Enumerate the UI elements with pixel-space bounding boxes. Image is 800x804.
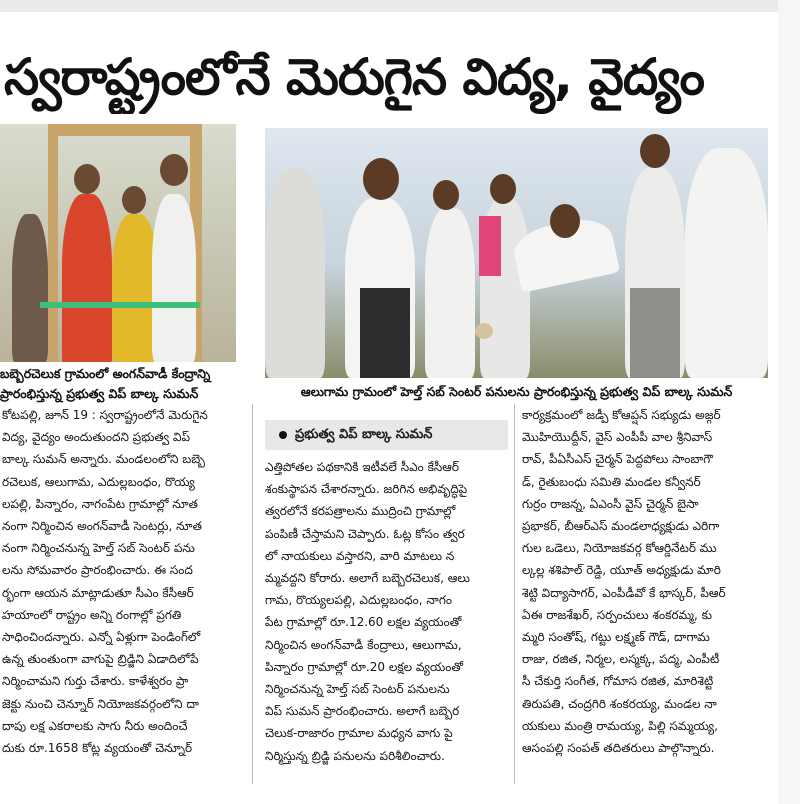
- person-head: [550, 204, 580, 238]
- article-line: కార్యక్రమంలో జడ్పీ కోఆప్షన్ సభ్యుడు అజ్గర్: [522, 408, 721, 422]
- article-column-3: [522, 404, 772, 784]
- person-figure: [265, 168, 325, 378]
- article-line: రావ్, పీఏసీఎస్ చైర్మన్ పెద్దపోలు సాంబాగౌ: [522, 452, 713, 467]
- person-head: [160, 154, 188, 186]
- person-figure: [685, 148, 768, 378]
- article-line: పంపిణీ చేస్తామని చెప్పారు. ఓట్ల కోసం త్వర: [265, 526, 465, 541]
- headline: స్వరాష్ట్రంలోనే మెరుగైన విద్య, వైద్యం: [4, 48, 704, 106]
- photo-health-subcenter-groundbreaking: [265, 128, 768, 378]
- article-line: చెలుక-రాజారం గ్రామాల మధ్యన వాగు పై: [265, 726, 453, 741]
- caption-line: ప్రారంభిస్తున్న ప్రభుత్వ విప్ బాల్క సుమన్: [0, 386, 199, 401]
- article-line: నిర్మించనున్న హెల్త్ సబ్ సెంటర్ పనులను: [265, 682, 450, 697]
- article-line: లో నాయకులు వస్తారని, వారి మాటలు న: [265, 548, 455, 563]
- article-line: నిర్మించామని గుర్తు చేశారు. కాళేశ్వరం ప్రా: [2, 674, 189, 689]
- article-line: త్వరలోనే కరపత్రాలను ముద్రించి గ్రామాల్లో: [265, 504, 456, 519]
- article-column-1: [2, 404, 246, 784]
- article-line: డ్, రైతుబంధు సమితి మండల కన్వీనర్: [522, 474, 701, 489]
- person-head: [363, 158, 399, 200]
- article-line: పిన్నారం గ్రామాల్లో రూ.20 లక్షల వ్యయంతో: [265, 659, 464, 674]
- article-line: ఆసంపల్లి సంపత్ తదితరులు పాల్గొన్నారు.: [522, 741, 715, 756]
- article-line: మ్మరి సంతోష్, గట్టు లక్ష్మణ్ గౌడ్, దాగామ: [522, 630, 710, 645]
- article-line: ప్రభాకర్, బీఆర్‌ఎస్ మండలాధ్యక్షుడు ఎరిగా: [522, 519, 720, 534]
- door-frame-top: [48, 124, 202, 136]
- article-line: శెట్టి విద్యాసాగర్, ఎంపీడీవో కే భాస్కర్, పీఆర్: [522, 585, 726, 600]
- person-head: [74, 164, 100, 194]
- article-line: విద్య, వైద్యం అందుతుందని ప్రభుత్వ విప్: [2, 430, 191, 445]
- person-head: [640, 134, 670, 168]
- article-line: దుకు రూ.1658 కోట్ల వ్యయంతో చెన్నూర్: [2, 741, 193, 756]
- article-line: ఎత్తిపోతల పథకానికి ఇటీవలే సీఎం కేసీఆర్: [265, 460, 459, 474]
- bullet-icon: [279, 431, 287, 439]
- article-line: ర్భంగా ఆయన మాట్లాడుతూ సీఎం కేసీఆర్: [2, 585, 194, 600]
- article-line: నిర్మించిన అంగన్‌వాడీ కేంద్రాలు, ఆలుగామ,: [265, 637, 462, 652]
- trousers: [360, 288, 410, 378]
- person-figure: [12, 214, 48, 362]
- article-line: లపల్లి, పిన్నారం, నాగంపేట గ్రామాల్లో నూత: [2, 496, 199, 511]
- article-line: యకులు మంత్రి రామయ్య, పిల్లి సమ్మయ్య,: [522, 718, 718, 733]
- article-line: రాజు, రజిత, నిర్మల, లస్మక్క, పద్మ, ఎంపీటీ: [522, 652, 720, 667]
- article-line: హయాంలో రాష్ట్రం అన్ని రంగాల్లో ప్రగతి: [2, 607, 182, 622]
- article-line: లను సోమవారం ప్రారంభించారు. ఈ సంద: [2, 563, 193, 578]
- person-figure: [62, 194, 112, 362]
- article-line: దాపు లక్ష ఎకరాలకు సాగు నీరు అందించే: [2, 718, 188, 733]
- top-strip: [0, 0, 800, 12]
- article-line: నంగా నిర్మించిన అంగన్‌వాడీ సెంటర్లు, నూత: [2, 519, 202, 534]
- article-line: ల్కల్ల శశిపాల్ రెడ్డి, యూత్ అధ్యక్షుడు మారి: [522, 563, 721, 578]
- article-line: నంగా నిర్మించనున్న హెల్త్ సబ్ సెంటర్ పను: [2, 541, 195, 556]
- page-edge: [778, 0, 800, 804]
- trousers: [630, 288, 680, 378]
- article-line: మ్మవద్దని కోరారు. అలాగే బబ్బెరచెలుక, ఆలు: [265, 571, 470, 586]
- article-line: సీ చేకుర్తి సంగీత, గోమాస రజిత, మారిశెట్టి: [522, 674, 714, 689]
- article-line: పేట గ్రామాల్లో రూ.12.60 లక్షల వ్యయంతో: [265, 615, 462, 630]
- caption-line: బబ్బెరచెలుక గ్రామంలో అంగన్‌వాడీ కేంద్రాన్ని: [0, 366, 211, 381]
- photo-caption-left: [0, 364, 240, 404]
- article-column-2: [265, 456, 508, 786]
- article-line: గుల ఒడెలు, నియోజకవర్గ కోఆర్డినేటర్ ము: [522, 541, 717, 556]
- photo-caption-right: ఆలుగామ గ్రామంలో హెల్త్ సబ్ సెంటర్ పనులను ప్రారంభిస్తున్న ప్రభుత్వ విప్ బాల్క సుమన్: [300, 384, 733, 399]
- article-line: కోటపల్లి, జూన్ 19 : స్వరాష్ట్రంలోనే మెరుగైన: [2, 408, 208, 422]
- article-line: గుర్రం రాజన్న, ఏఎంసీ వైస్ చైర్మన్ బైసా: [522, 496, 699, 511]
- article-line: గామ, రొయ్యలపల్లి, ఎదుల్లబంధం, నాగం: [265, 593, 452, 608]
- article-line: తిరుపతి, చంద్రగిరి శంకరయ్య, మండల నా: [522, 696, 717, 711]
- person-head: [433, 180, 459, 210]
- pink-scarf: [479, 216, 501, 276]
- article-line: విప్ సుమన్ ప్రారంభించారు. అలాగే బబ్బెర: [265, 704, 460, 719]
- person-figure: [152, 194, 196, 362]
- article-line: ఏఈ రాజశేఖర్, సర్పంచులు శంకరమ్మ, కు: [522, 607, 713, 622]
- photo-anganwadi-inauguration: [0, 124, 236, 362]
- person-figure: [425, 208, 475, 378]
- door-frame-left: [48, 124, 58, 362]
- person-head: [490, 174, 516, 204]
- article-line: బాల్క సుమన్ అన్నారు. మండలంలోని బబ్బె: [2, 452, 206, 467]
- subheading-box: [265, 420, 508, 450]
- article-line: నిర్మిస్తున్న బ్రిడ్జి పనులను పరిశీలించారు.: [265, 748, 445, 763]
- column-divider: [252, 404, 253, 784]
- coconut: [475, 323, 493, 339]
- subheading-text: ప్రభుత్వ విప్ బాల్క సుమన్: [295, 427, 433, 442]
- article-line: జెక్టు నుంచి చెన్నూర్ నియోజకవర్గంలోని దా: [2, 696, 199, 711]
- ribbon: [40, 302, 200, 308]
- person-head: [122, 186, 146, 214]
- article-line: ఉన్న తుంతుంగా వాగుపై బ్రిడ్జిని ఏడాదిలోపే: [2, 652, 199, 667]
- article-line: శంకుస్థాపన చేశారన్నారు. జరిగిన అభివృద్ధిపై: [265, 482, 468, 497]
- article-line: రచెలుక, ఆలుగామ, ఎదుల్లబంధం, రొయ్య: [2, 474, 195, 489]
- article-line: మొహియొద్దీన్, వైస్ ఎంపీపీ వాల శ్రీనివాస్: [522, 430, 713, 445]
- article-line: సాధించిందన్నారు. ఎన్నో ఏళ్లుగా పెండింగ్‌లో: [2, 630, 201, 645]
- column-divider: [514, 404, 515, 784]
